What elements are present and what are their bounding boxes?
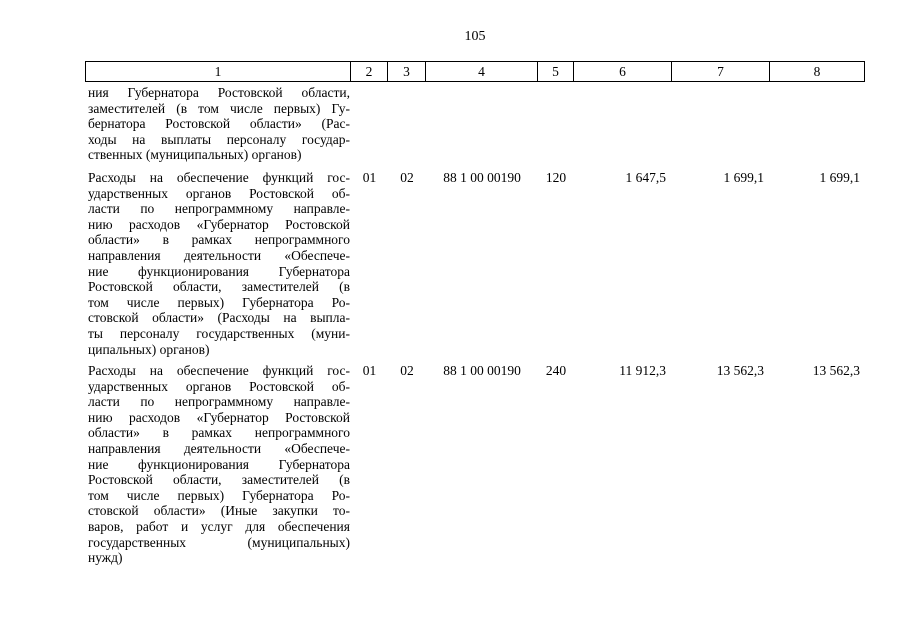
cell-subsection-code: 02 [400, 170, 414, 185]
description-line: ственных (муниципальных) органов) [88, 147, 302, 163]
column-header-3: 3 [387, 62, 425, 81]
description-line: области» в рамках непрограммного [88, 425, 350, 441]
description-line: Ростовской области, заместителей (в [88, 279, 350, 295]
column-header-2: 2 [350, 62, 387, 81]
table-header-row [85, 61, 865, 82]
description-line: том числе первых) Губернатора Ро- [88, 294, 350, 310]
description-line: заместителей (в том числе первых) Гу- [88, 100, 350, 116]
description-line: ния Губернатора Ростовской области, [88, 85, 350, 100]
cell-amount-1: 1 647,5 [625, 170, 666, 185]
description-line: Расходы на обеспечение функций гос- [88, 170, 350, 185]
cell-amount-1: 11 912,3 [619, 363, 666, 378]
description-line: ты персоналу государственных (муни- [88, 325, 350, 341]
column-header-8: 8 [769, 62, 864, 81]
description-line: Расходы на обеспечение функций гос- [88, 363, 350, 378]
column-header-1: 1 [214, 64, 222, 79]
description-line: ударственных органов Ростовской об- [88, 378, 350, 394]
cell-amount-2: 1 699,1 [723, 170, 764, 185]
description-line: направления деятельности «Обеспече- [88, 440, 350, 456]
description-line: том числе первых) Губернатора Ро- [88, 487, 350, 503]
description-line: ние функционирования Губернатора [88, 456, 350, 472]
description-line: стовской области» (Расходы на выпла- [88, 310, 350, 326]
description-line: ходы на выплаты персоналу государ- [88, 131, 350, 147]
description-line: нужд) [88, 550, 123, 566]
cell-expense-type: 120 [545, 170, 567, 185]
description-line: области» в рамках непрограммного [88, 232, 350, 248]
page-number: 105 [464, 29, 486, 44]
cell-amount-3: 13 562,3 [812, 363, 860, 378]
description-line: ударственных органов Ростовской об- [88, 185, 350, 201]
description-line: государственных (муниципальных) [88, 534, 350, 550]
description-line: бернатора Ростовской области» (Рас- [88, 116, 350, 132]
cell-expense-type: 240 [545, 363, 567, 378]
row-description [88, 363, 350, 566]
description-line: нию расходов «Губернатор Ростовской [88, 409, 350, 425]
column-header-4: 4 [425, 62, 537, 81]
column-header-5: 5 [537, 62, 573, 81]
column-header-6: 6 [573, 62, 671, 81]
description-line: ние функционирования Губернатора [88, 263, 350, 279]
column-header-7: 7 [671, 62, 769, 81]
cell-amount-2: 13 562,3 [716, 363, 764, 378]
description-line: ласти по непрограммному направле- [88, 394, 350, 410]
cell-section-code: 01 [362, 170, 377, 185]
description-line: Ростовской области, заместителей (в [88, 472, 350, 488]
description-line: стовской области» (Иные закупки то- [88, 503, 350, 519]
row-description [88, 170, 350, 357]
cell-subsection-code: 02 [400, 363, 414, 378]
description-line: ласти по непрограммному направле- [88, 201, 350, 217]
description-line: направления деятельности «Обеспече- [88, 247, 350, 263]
description-line: ципальных) органов) [88, 341, 210, 357]
cell-target-article: 88 1 00 00190 [443, 363, 521, 378]
description-line: варов, работ и услуг для обеспечения [88, 518, 350, 534]
cell-amount-3: 1 699,1 [819, 170, 860, 185]
description-line: нию расходов «Губернатор Ростовской [88, 216, 350, 232]
cell-target-article: 88 1 00 00190 [443, 170, 521, 185]
cell-section-code: 01 [362, 363, 377, 378]
row-description [88, 85, 350, 163]
